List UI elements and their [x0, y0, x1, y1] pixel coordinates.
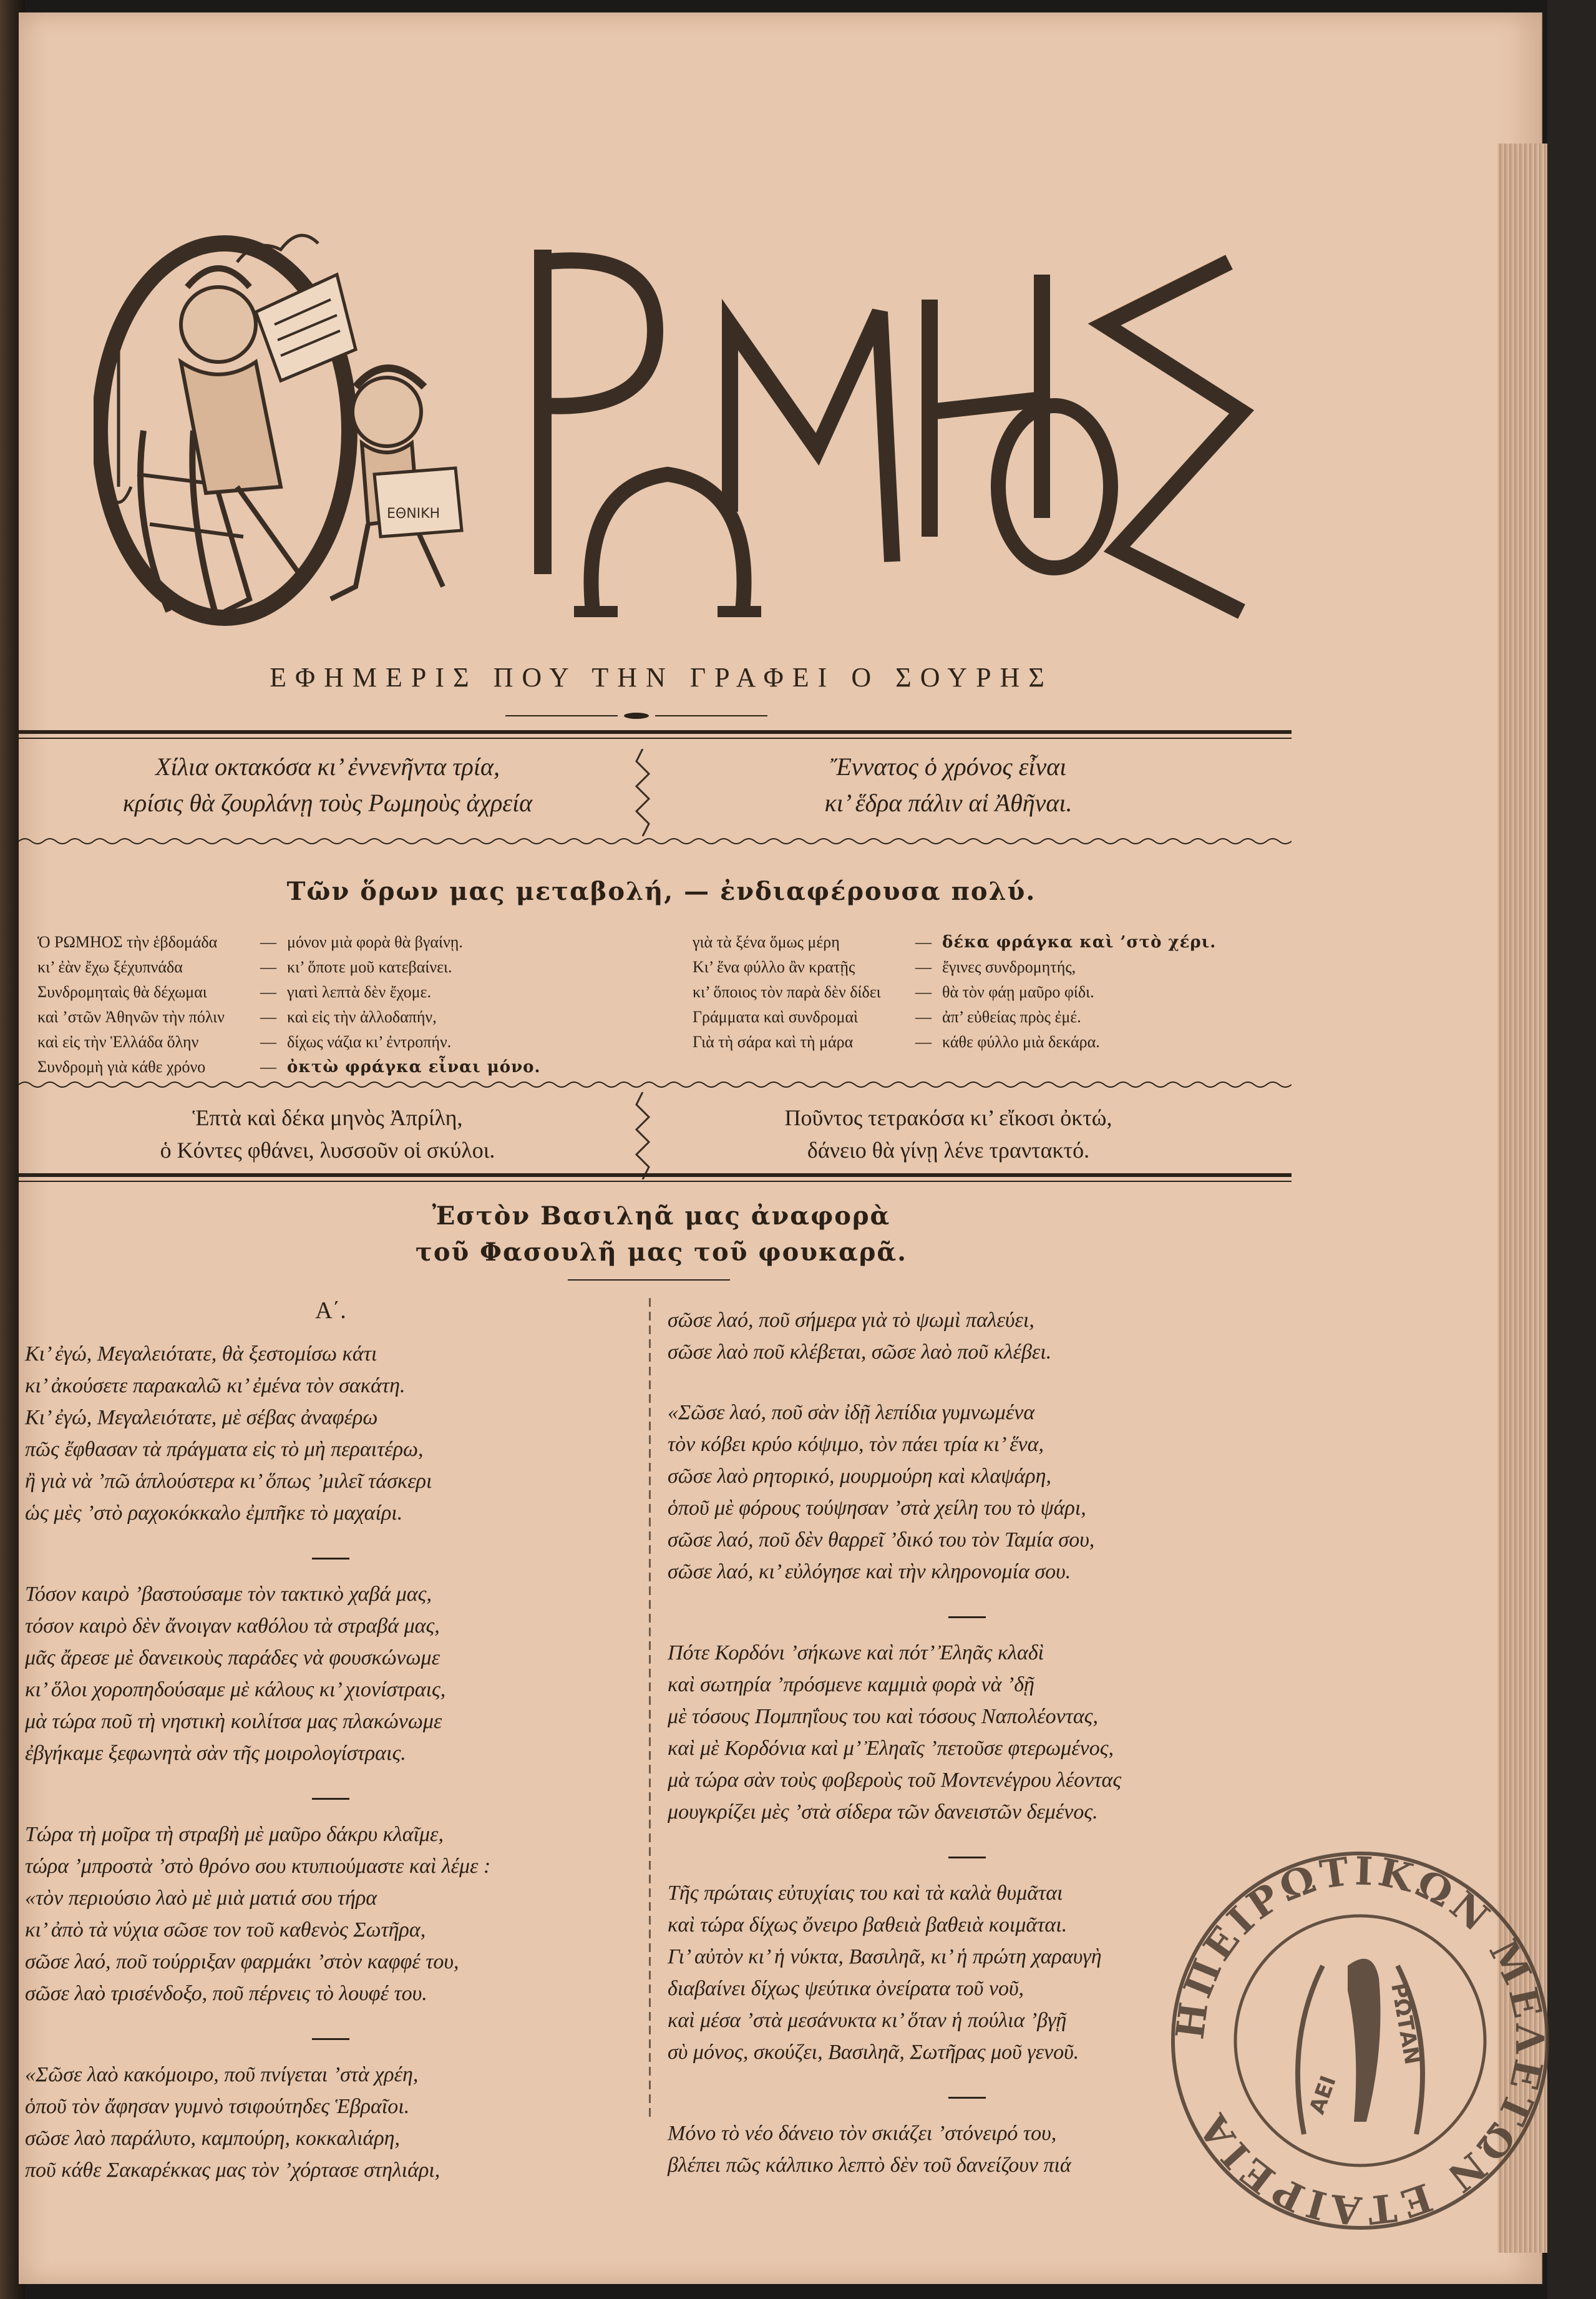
right-stanza-2: [668, 1397, 1267, 1588]
bottom-verse-right-line-2: δάνειο θὰ γίνῃ λένε τραντακτό.: [807, 1138, 1090, 1163]
verse-line: σῶσε λαὸ τρισένδοξο, ποῦ πέρνεις τὸ λουφέ του.: [25, 1982, 427, 2005]
terms-right: [693, 930, 1279, 1055]
top-verse-right-line-2: κι’ ἕδρα πάλιν αἱ Ἀθῆναι.: [824, 789, 1073, 817]
top-verse-right-line-1: Ἔννατος ὁ χρόνος εἶναι: [830, 753, 1067, 781]
masthead: [94, 200, 1279, 637]
top-thick-rule: [19, 730, 1292, 734]
library-stamp: [1161, 1841, 1560, 2240]
wavy-rule-2: [19, 1080, 1292, 1090]
right-stanza-1: [668, 1304, 1267, 1368]
verse-line: Κι’ ἐγώ, Μεγαλειότατε, θὰ ξεστομίσω κάτι: [25, 1342, 377, 1365]
verse-line: ὡς μὲς ’στὸ ραχοκόκκαλο ἐμπῆκε τὸ μαχαίρι.: [25, 1501, 403, 1525]
verse-line: σὺ μόνος, σκούζει, Βασιληᾶ, Σωτῆρας μοῦ γενοῦ.: [668, 2041, 1079, 2064]
terms-cell: κάθε φύλλο μιὰ δεκάρα.: [942, 1033, 1100, 1051]
terms-cell: Συνδρομὴ γιὰ κάθε χρόνο: [37, 1058, 206, 1076]
bottom-verse-right: [668, 1101, 1229, 1166]
terms-cell: καὶ εἰς τὴν ἀλλοδαπήν,: [287, 1008, 437, 1026]
terms-right-row: [693, 980, 1279, 1005]
verse-line: τόσον καιρὸ δὲν ἄνοιγαν καθόλου τὰ στραβά μας,: [25, 1614, 440, 1638]
verse-line: καὶ σωτηρία ’πρόσμενε καμμιὰ φορὰ νὰ ’δῇ: [668, 1673, 1034, 1696]
article-left-column: [25, 1295, 636, 2215]
verse-line: Πότε Κορδόνι ’σήκωνε καὶ πότ’ Ἐληᾶς κλαδὶ: [668, 1641, 1044, 1664]
terms-cell: Γιὰ τὴ σάρα καὶ τὴ μάρα: [693, 1033, 854, 1051]
top-verse-divider: [633, 749, 652, 836]
terms-cell-bold: ὀκτὼ φράγκα εἶναι μόνο.: [287, 1058, 541, 1076]
terms-cell: Ὁ ΡΩΜΗΟΣ τὴν ἑβδομάδα: [37, 933, 218, 951]
terms-right-row: [693, 930, 1279, 955]
top-verse-left-line-2: κρίσις θὰ ζουρλάνῃ τοὺς Ρωμηοὺς ἀχρεία: [122, 789, 533, 817]
verse-line: μὲ τόσους Πομπηΐους του καὶ τόσους Ναπολέοντας,: [668, 1705, 1098, 1728]
verse-line: τώρα ’μπροστὰ ’στὸ θρόνο σου κτυπιούμαστε καὶ λέμε :: [25, 1855, 491, 1878]
stanza-separator: [312, 1558, 349, 1560]
terms-cell: Γράμματα καὶ συνδρομαὶ: [693, 1008, 859, 1026]
terms-left-row: [37, 955, 636, 980]
bottom-thick-rule: [19, 1173, 1292, 1177]
verse-line: μὰ τώρα σὰν τοὺς φοβεροὺς τοῦ Μοντενέγρου λέοντας: [668, 1769, 1122, 1792]
article-headline: [19, 1198, 1304, 1271]
terms-left-row: [37, 1005, 636, 1030]
terms-dash: —: [260, 1058, 276, 1076]
top-verse-left: [37, 749, 618, 821]
terms-cell: κι’ ἐὰν ἔχω ξέχυπνάδα: [37, 958, 183, 976]
verse-line: σῶσε λαό, κι’ εὐλόγησε καὶ τὴν κληρονομία σου.: [668, 1560, 1071, 1583]
subtitle-ornament: [505, 711, 767, 720]
terms-dash: —: [260, 933, 276, 951]
verse-line: Τῆς πρώταις εὐτυχίαις του καὶ τὰ καλὰ θυμᾶται: [668, 1882, 1063, 1905]
terms-dash: —: [915, 1033, 932, 1051]
verse-line: διαβαίνει δίχως ψεύτικα ὀνείρατα τοῦ νοῦ,: [668, 1977, 1024, 2000]
stanza-separator: [948, 1616, 986, 1618]
verse-line: ὁποῦ μὲ φόρους τούψησαν ’στὰ χείλη του τὸ ψάρι,: [668, 1496, 1086, 1520]
terms-cell: Κι’ ἕνα φύλλο ἂν κρατῇς: [693, 958, 855, 976]
terms-left-row: [37, 930, 636, 955]
stamp-ring-textpath: ΗΠΕΙΡΩΤΙΚΩΝ ΜΕΛΕΤΩΝ ΕΤΑΙΡΕΙΑ: [1167, 1848, 1553, 2234]
terms-cell: κι’ ὅποιος τὸν παρὰ δὲν δίδει: [693, 983, 881, 1001]
verse-line: τὸν κόβει κρύο κόψιμο, τὸν πάει τρία κι’ ἕνα,: [668, 1433, 1044, 1456]
verse-line: μὰ τώρα ποῦ τὴ νηστικὴ κοιλίτσα μας πλακώνωμε: [25, 1710, 442, 1733]
verse-line: Μόνο τὸ νέο δάνειο τὸν σκιάζει ’στόνειρό του,: [668, 2122, 1057, 2145]
verse-line: καὶ μὲ Κορδόνια καὶ μ’ Ἐληαῖς ’πετοῦσε φτερωμένος,: [668, 1737, 1114, 1760]
bottom-verse-left: [37, 1101, 618, 1166]
top-thin-rule: [19, 738, 1292, 739]
terms-dash: —: [260, 1033, 276, 1051]
bottom-verse-divider: [633, 1092, 652, 1179]
verse-line: πῶς ἔφθασαν τὰ πράγματα εἰς τὸ μὴ περαιτέρω,: [25, 1438, 424, 1461]
stanza-separator: [948, 2097, 986, 2099]
verse-line: «τὸν περιούσιο λαὸ μὲ μιὰ ματιά σου τήρα: [25, 1887, 377, 1910]
left-stanza-1: [25, 1338, 636, 1529]
stamp-inner-right: ΡΩΤΑΝ: [1386, 1981, 1425, 2067]
verse-line: βλέπει πῶς κάλπικο λεπτὸ δὲν τοῦ δανείζουν πιά: [668, 2154, 1071, 2177]
terms-cell: Συνδρομηταὶς θὰ δέχωμαι: [37, 983, 207, 1001]
terms-dash: —: [915, 958, 932, 976]
verse-line: μουγκρίζει μὲς ’στὰ σίδερα τῶν δανειστῶν δεμένος.: [668, 1800, 1098, 1823]
verse-line: κι’ ἀπὸ τὰ νύχια σῶσε τον τοῦ καθενὸς Σωτῆρα,: [25, 1918, 426, 1941]
terms-cell: γιατὶ λεπτὰ δὲν ἔχομε.: [287, 983, 431, 1001]
verse-line: ἐβγήκαμε ξεφωνητὰ σὰν τῆς μοιρολογίστραις.: [25, 1742, 406, 1765]
terms-cell-bold: δέκα φράγκα καὶ ’στὸ χέρι.: [942, 933, 1217, 952]
terms-cell: ἀπ’ εὐθείας πρὸς ἐμέ.: [942, 1008, 1081, 1026]
verse-line: σῶσε λαὸ παράλυτο, καμπούρη, κοκκαλιάρη,: [25, 2127, 401, 2150]
terms-dash: —: [915, 983, 932, 1001]
stanza-separator: [312, 1798, 349, 1800]
verse-line: σῶσε λαό, ποῦ δὲν θαρρεῖ ’δικό του τὸν Ταμία σου,: [668, 1528, 1095, 1551]
terms-right-row: [693, 1005, 1279, 1030]
verse-line: σῶσε λαό, ποῦ σήμερα γιὰ τὸ ψωμὶ παλεύει,: [668, 1309, 1034, 1332]
terms-right-row: [693, 955, 1279, 980]
terms-cell: καὶ εἰς τὴν Ἑλλάδα ὅλην: [37, 1033, 199, 1051]
verse-line: ποῦ κάθε Σακαρέκκας μας τὸν ’χόρτασε στηλιάρι,: [25, 2159, 440, 2182]
terms-right-row: [693, 1030, 1279, 1055]
verse-line: Τώρα τὴ μοῖρα τὴ στραβὴ μὲ μαῦρο δάκρυ κλαῖμε,: [25, 1823, 444, 1846]
terms-dash: —: [260, 958, 276, 976]
terms-dash: —: [915, 933, 932, 951]
verse-line: μᾶς ἄρεσε μὲ δανεικοὺς παράδες νὰ φουσκώνωμε: [25, 1646, 440, 1669]
stanza-separator: [312, 2038, 349, 2040]
verse-line: κι’ ἀκούσετε παρακαλῶ κι’ ἐμένα τὸν σακάτη.: [25, 1374, 406, 1397]
terms-title: Τῶν ὅρων μας μεταβολή, — ἐνδιαφέρουσα πολύ.: [286, 877, 1036, 906]
bottom-verse-right-line-1: Ποῦντος τετρακόσα κι’ εἴκοσι ὀκτώ,: [784, 1105, 1112, 1130]
terms-cell: θὰ τὸν φάῃ μαῦρο φίδι.: [942, 983, 1094, 1001]
bottom-thin-rule: [19, 1181, 1292, 1182]
column-divider: [649, 1298, 651, 2122]
verse-line: καὶ μέσα ’στὰ μεσάνυκτα κι’ ὅταν ἡ πούλια ’βγῇ: [668, 2009, 1067, 2032]
headline-underline: [568, 1279, 730, 1281]
terms-cell: γιὰ τὰ ξένα ὅμως μέρη: [693, 933, 840, 951]
verse-line: σῶσε λαό, ποῦ τούρριξαν φαρμάκι ’στὸν καφφέ του,: [25, 1950, 459, 1973]
terms-cell: ἔγινες συνδρομητής,: [942, 958, 1076, 976]
stamp-inner-left: ΑΕΙ: [1304, 2072, 1341, 2118]
verse-line: Κι’ ἐγώ, Μεγαλειότατε, μὲ σέβας ἀναφέρω: [25, 1406, 378, 1429]
article-section-number: Α΄.: [315, 1297, 346, 1324]
left-stanza-2: [25, 1578, 636, 1769]
terms-dash: —: [260, 983, 276, 1001]
left-stanza-4: [25, 2059, 636, 2186]
verse-line: κι’ ὅλοι χοροπηδούσαμε μὲ κάλους κι’ χιονίστραις,: [25, 1678, 446, 1701]
terms-cell: κι’ ὅποτε μοῦ κατεβαίνει.: [287, 958, 452, 976]
terms-dash: —: [260, 1008, 276, 1026]
masthead-subtitle: ΕΦΗΜΕΡΙΣ ΠΟΥ ΤΗΝ ΓΡΑΦΕΙ Ο ΣΟΥΡΗΣ: [270, 662, 1053, 693]
terms-left-row: [37, 980, 636, 1005]
illustration-box-label: ΕΘΝΙΚΗ: [387, 506, 440, 522]
right-stanza-3: [668, 1637, 1267, 1828]
bottom-verse-left-line-1: Ἑπτὰ καὶ δέκα μηνὸς Ἀπρίλη,: [192, 1105, 463, 1130]
verse-line: «Σῶσε λαό, ποῦ σὰν ἰδῇ λεπίδια γυμνωμένα: [668, 1401, 1035, 1424]
terms-left: [37, 930, 636, 1080]
verse-line: σῶσε λαὸ ποῦ κλέβεται, σῶσε λαὸ ποῦ κλέβει.: [668, 1340, 1052, 1364]
verse-line: σῶσε λαὸ ρητορικό, μουρμούρη καὶ κλαψάρη,: [668, 1465, 1051, 1488]
verse-line: Τόσον καιρὸ ’βαστούσαμε τὸν τακτικὸ χαβά μας,: [25, 1583, 432, 1606]
verse-line: «Σῶσε λαὸ κακόμοιρο, ποῦ πνίγεται ’στὰ χρέη,: [25, 2063, 419, 2086]
stanza-separator: [948, 1857, 986, 1858]
article-headline-line-1: Ἐστὸν Βασιληᾶ μας ἀναφορὰ: [432, 1201, 891, 1231]
terms-cell: δίχως νάζια κι’ ἐντροπήν.: [287, 1033, 452, 1051]
top-verse-right: [668, 749, 1229, 821]
terms-left-row: [37, 1055, 636, 1080]
verse-line: ἢ γιὰ νὰ ’πῶ ἁπλούστερα κι’ ὅπως ’μιλεῖ τάσκερι: [25, 1470, 432, 1493]
verse-line: ὁποῦ τὸν ἄφησαν γυμνὸ τσιφούτηδες Ἑβραῖοι.: [25, 2095, 410, 2118]
top-verse-left-line-1: Χίλια οκτακόσα κι’ ἐννενῆντα τρία,: [155, 753, 500, 781]
terms-cell: καὶ ’στῶν Ἀθηνῶν τὴν πόλιν: [37, 1008, 225, 1026]
verse-line: καὶ τώρα δίχως ὄνειρο βαθειὰ βαθειὰ κοιμᾶται.: [668, 1913, 1068, 1936]
terms-cell: μόνον μιὰ φορὰ θὰ βγαίνῃ.: [287, 933, 463, 951]
newspaper-page: [19, 12, 1553, 2284]
terms-left-row: [37, 1030, 636, 1055]
terms-dash: —: [915, 1008, 932, 1026]
bottom-verse-left-line-2: ὁ Κόντες φθάνει, λυσσοῦν οἱ σκύλοι.: [160, 1138, 495, 1163]
article-headline-line-2: τοῦ Φασουλῆ μας τοῦ φουκαρᾶ.: [415, 1237, 908, 1267]
verse-line: Γι’ αὐτὸν κι’ ἡ νύκτα, Βασιληᾶ, κι’ ἡ πρώτη χαραυγὴ: [668, 1945, 1102, 1968]
left-stanza-3: [25, 1818, 636, 2009]
wavy-rule-1: [19, 836, 1292, 846]
